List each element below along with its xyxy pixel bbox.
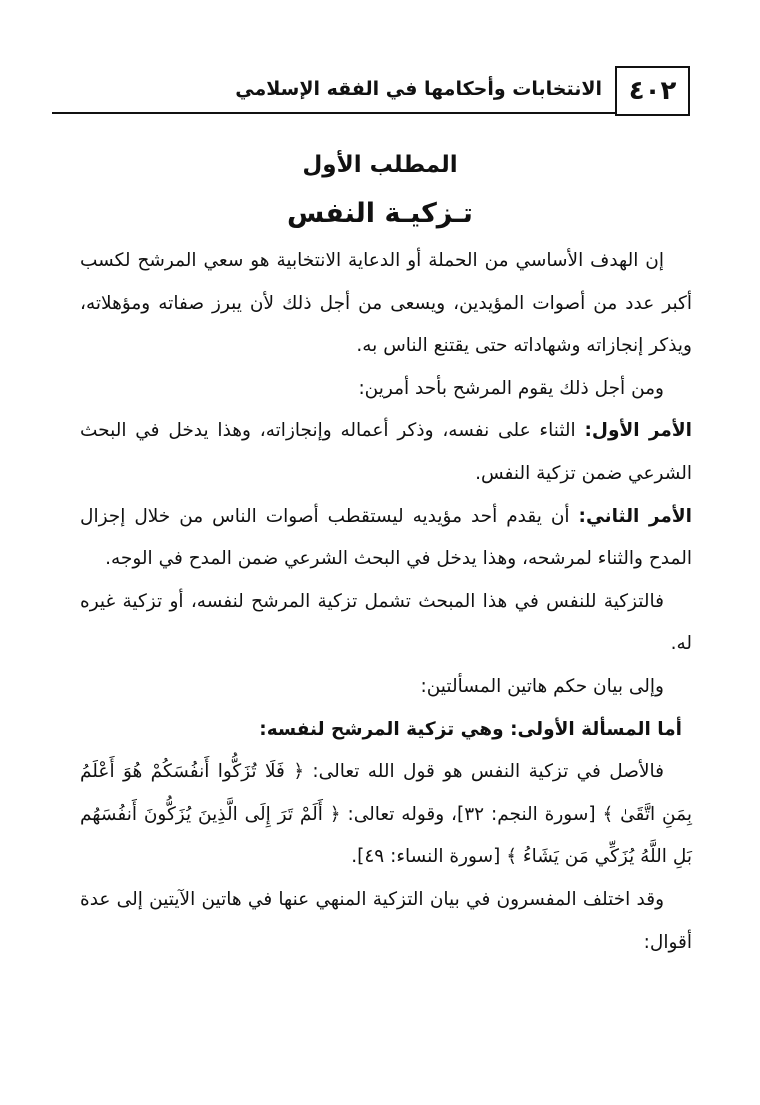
section-title: تـزكيـة النفس bbox=[287, 198, 473, 229]
paragraph bbox=[80, 410, 692, 495]
citation: [سورة النساء: ٤٩]. bbox=[351, 846, 507, 868]
paragraph: وإلى بيان حكم هاتين المسألتين: bbox=[420, 675, 664, 697]
header-divider bbox=[52, 112, 615, 114]
page-header bbox=[52, 66, 690, 122]
subheading: أما المسألة الأولى: وهي تزكية المرشح لنفسه: bbox=[259, 718, 682, 740]
paragraph-text: الثناء على نفسه، وذكر أعماله وإنجازاته، وهذا يدخل في البحث الشرعي ضمن تزكية النفس. bbox=[80, 420, 692, 484]
paragraph bbox=[80, 496, 692, 581]
paragraph: وقد اختلف المفسرون في بيان التزكية المنهي عنها في هاتين الآيتين إلى عدة أقوال: bbox=[80, 888, 692, 953]
citation: [سورة النجم: ٣٢]، وقوله تعالى: bbox=[340, 803, 603, 825]
paragraph bbox=[80, 751, 692, 879]
body-text bbox=[80, 240, 692, 964]
paragraph: ومن أجل ذلك يقوم المرشح بأحد أمرين: bbox=[358, 377, 664, 399]
page-number: ٤٠٢ bbox=[615, 66, 690, 116]
paragraph: فالتزكية للنفس في هذا المبحث تشمل تزكية المرشح لنفسه، أو تزكية غيره له. bbox=[80, 590, 692, 655]
quran-verse: ﴿ فَلَا تُزَكُّوا أَنفُسَكُمْ هُوَ أَعْلَمُ بِمَنِ اتَّقَىٰ ﴾ bbox=[80, 761, 692, 825]
paragraph-text: أن يقدم أحد مؤيديه ليستقطب أصوات الناس من خلال إجزال المدح والثناء لمرشحه، وهذا يدخل في البحث الشرعي ضمن المدح في الوجه. bbox=[80, 505, 692, 570]
paragraph-lead: الأمر الأول: bbox=[584, 420, 693, 442]
paragraph: إن الهدف الأساسي من الحملة أو الدعاية الانتخابية هو سعي المرشح لكسب أكبر عدد من أصوات المؤيدين، ويسعى من أجل ذلك لأن يبرز صفاته ومؤهلاته، ويذكر إنجازاته وشهاداته حتى يقتنع الناس به. bbox=[80, 250, 692, 357]
running-title: الانتخابات وأحكامها في الفقه الإسلامي bbox=[235, 78, 602, 100]
paragraph-text: فالأصل في تزكية النفس هو قول الله تعالى: bbox=[304, 761, 664, 783]
quran-verse: ﴿ أَلَمْ تَرَ إِلَى الَّذِينَ يُزَكُّونَ أَنفُسَهُم بَلِ اللَّهُ يُزَكِّي مَن يَشَاءُ ﴾ bbox=[80, 803, 692, 868]
section-label: المطلب الأول bbox=[302, 152, 458, 178]
paragraph-lead: الأمر الثاني: bbox=[578, 505, 692, 527]
